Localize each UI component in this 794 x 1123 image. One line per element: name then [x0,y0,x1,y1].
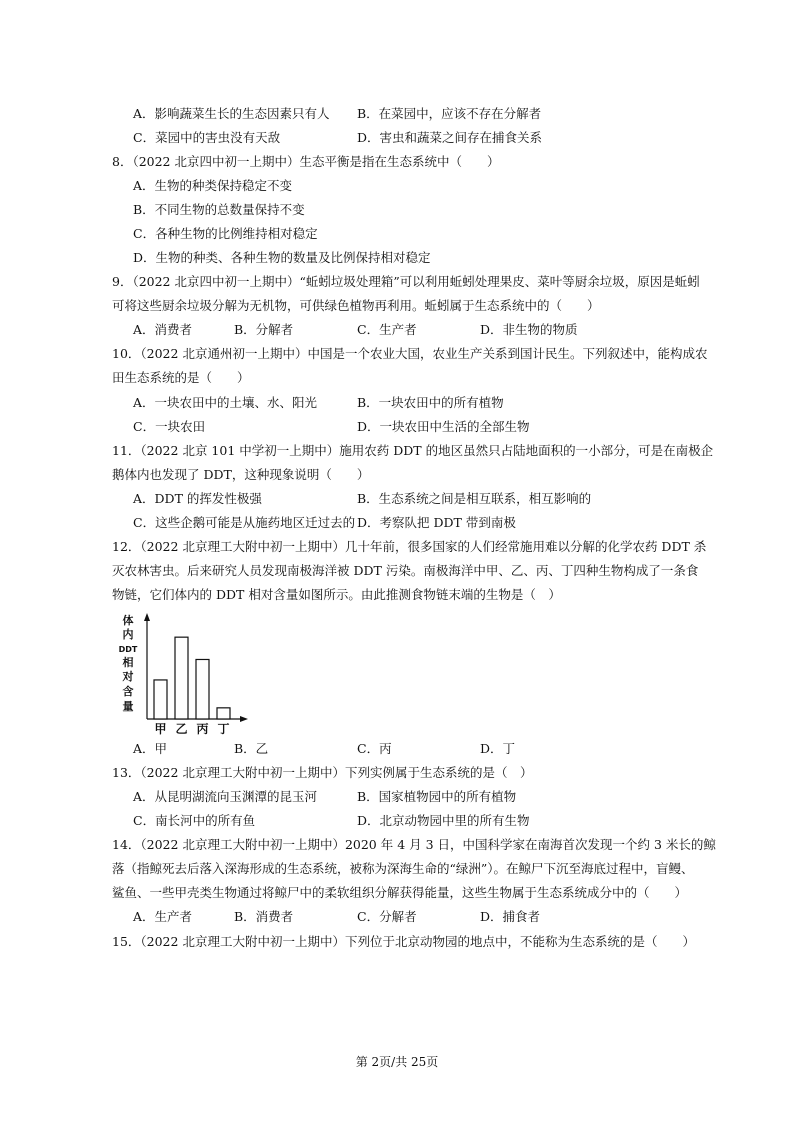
q8-option-b: B．不同生物的总数量保持不变 [133,202,305,217]
q11-option-a: A．DDT 的挥发性极强 [133,491,262,506]
q12-stem-line2: 灭农林害虫。后来研究人员发现南极海洋被 DDT 污染。南极海洋中甲、乙、丙、丁四种生物构成了一条食 [112,563,699,578]
q9-option-d: D．非生物的物质 [480,322,578,337]
x-tick-label: 甲 [154,722,167,736]
y-axis-label: 内 [122,628,134,641]
y-axis-label: 量 [122,700,134,713]
q14-option-b: B．消费者 [234,909,294,924]
q8-stem: 8．（2022 北京四中初一上期中）生态平衡是指在生态系统中（ ） [112,154,500,169]
q12-option-d: D．丁 [480,741,516,756]
ddt-chart-svg [116,612,256,742]
q9-option-c: C．生产者 [357,322,417,337]
x-tick-label: 丁 [217,722,230,736]
q15-stem: 15．（2022 北京理工大附中初一上期中）下列位于北京动物园的地点中，不能称为生态系统的是（ ） [112,934,695,949]
y-axis-label: 相 [122,656,134,669]
q11-option-b: B．生态系统之间是相互联系，相互影响的 [357,491,592,506]
q10-option-b: B．一块农田中的所有植物 [357,395,504,410]
q13-option-c: C．南长河中的所有鱼 [133,813,256,828]
q11-option-d: D．考察队把 DDT 带到南极 [357,515,516,530]
q14-option-c: C．分解者 [357,909,417,924]
bar-乙 [175,637,188,719]
q10-option-a: A．一块农田中的土壤、水、阳光 [133,395,318,410]
y-axis-arrow [144,613,150,621]
q14-option-d: D．捕食者 [480,909,541,924]
q9-stem-line1: 9．（2022 北京四中初一上期中）“蚯蚓垃圾处理箱”可以利用蚯蚓处理果皮、菜叶等厨余垃圾，原因是蚯蚓 [112,274,700,289]
y-axis-label: DDT [118,645,138,654]
q9-option-a: A．消费者 [133,322,193,337]
q14-stem-line2: 落（指鲸死去后落入深海形成的生态系统，被称为深海生命的“绿洲”）。在鲸尸下沉至海底过程中，盲鳗、 [112,861,694,876]
q10-option-d: D．一块农田中生活的全部生物 [357,419,530,434]
q13-option-d: D．北京动物园中里的所有生物 [357,813,530,828]
q8-option-c: C．各种生物的比例维持相对稳定 [133,226,318,241]
bar-丁 [217,708,230,719]
q11-option-c: C．这些企鹅可能是从施药地区迁过去的 [133,515,356,530]
q7-option-d: D．害虫和蔬菜之间存在捕食关系 [357,130,543,145]
q14-option-a: A．生产者 [133,909,193,924]
q12-option-c: C．丙 [357,741,392,756]
q12-option-b: B．乙 [234,741,269,756]
q13-option-a: A．从昆明湖流向玉渊潭的昆玉河 [133,789,318,804]
y-axis-label: 对 [122,670,134,683]
x-axis-arrow [240,716,248,722]
q10-option-c: C．一块农田 [133,419,206,434]
q12-stem-line3: 物链，它们体内的 DDT 相对含量如图所示。由此推测食物链末端的生物是（ ） [112,587,561,602]
q13-stem: 13．（2022 北京理工大附中初一上期中）下列实例属于生态系统的是（ ） [112,765,533,780]
bar-丙 [196,659,209,719]
q9-option-b: B．分解者 [234,322,294,337]
q13-option-b: B．国家植物园中的所有植物 [357,789,517,804]
y-axis-label: 含 [122,685,134,698]
q7-option-a: A．影响蔬菜生长的生态因素只有人 [133,106,330,121]
bar-甲 [154,680,167,719]
q11-stem-line1: 11．（2022 北京 101 中学初一上期中）施用农药 DDT 的地区虽然只占陆地面积的一小部分，可是在南极企 [112,443,714,458]
q8-option-d: D．生物的种类、各种生物的数量及比例保持相对稳定 [133,250,431,265]
q7-option-c: C．菜园中的害虫没有天敌 [133,130,281,145]
x-tick-label: 乙 [175,722,188,736]
y-axis-label: 体 [122,614,134,627]
q10-stem-line1: 10．（2022 北京通州初一上期中）中国是一个农业大国，农业生产关系到国计民生。下列叙述中，能构成农 [112,346,708,361]
q8-option-a: A．生物的种类保持稳定不变 [133,178,293,193]
q14-stem-line3: 鲨鱼、一些甲壳类生物通过将鲸尸中的柔软组织分解获得能量，这些生物属于生态系统成分中的（ ） [112,885,688,900]
q11-stem-line2: 鹅体内也发现了 DDT，这种现象说明（ ） [112,467,370,482]
q10-stem-line2: 田生态系统的是（ ） [112,370,250,385]
q7-option-b: B．在菜园中，应该不存在分解者 [357,106,542,121]
q12-stem-line1: 12．（2022 北京理工大附中初一上期中）几十年前，很多国家的人们经常施用难以分解的化学农药 DDT 杀 [112,539,707,554]
ddt-bar-chart [116,612,256,742]
q9-stem-line2: 可将这些厨余垃圾分解为无机物，可供绿色植物再利用。蚯蚓属于生态系统中的（ ） [112,298,600,313]
q14-stem-line1: 14．（2022 北京理工大附中初一上期中）2020 年 4 月 3 日，中国科学家在南海首次发现一个约 3 米长的鲸 [112,837,716,852]
x-tick-label: 丙 [196,722,209,736]
q12-option-a: A．甲 [133,741,168,756]
page-footer: 第 2页/共 25页 [355,1055,439,1069]
